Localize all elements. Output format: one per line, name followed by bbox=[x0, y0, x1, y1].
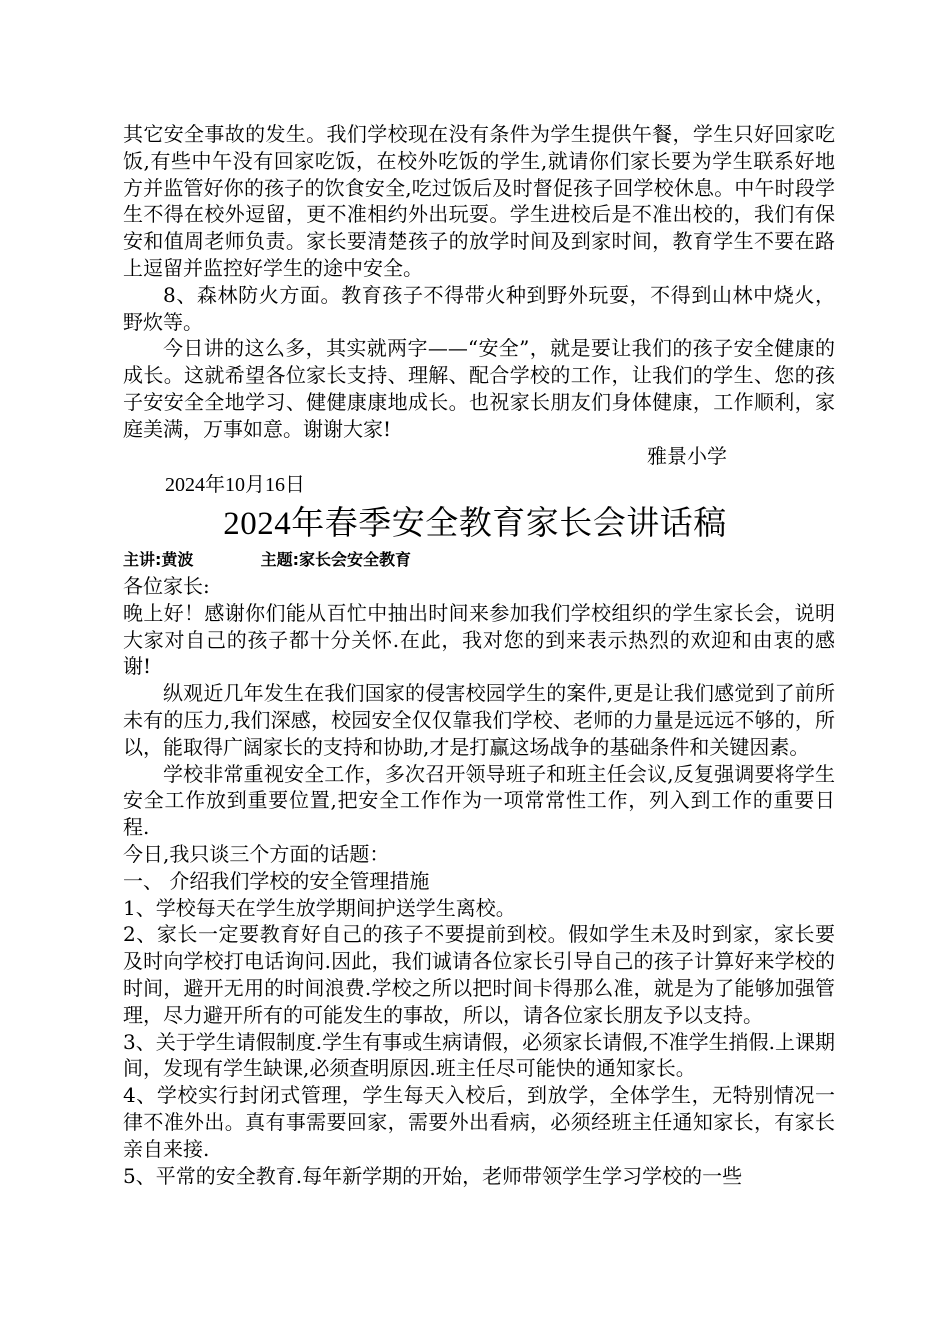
previous-section bbox=[123, 121, 835, 469]
page-title: 2024年春季安全教育家长会讲话稿 bbox=[223, 506, 727, 542]
list-item-4: 4、学校实行封闭式管理，学生每天入校后，到放学，全体学生，无特别情况一律不准外出。真有事需要回家，需要外出看病，必须经班主任通知家长，有家长亲自来接. bbox=[123, 1083, 835, 1161]
document-date: 2024年10月16日 bbox=[165, 474, 305, 496]
paragraph-closing: 今日讲的这么多，其实就两字——“安全”，就是要让我们的孩子安全健康的成长。这就希望各位家长支持、理解、配合学校的工作，让我们的学生、您的孩子安安全全地学习、健健康康地成长。也祝家长朋友们身体健康，工作顺利，家庭美满，万事如意。谢谢大家! bbox=[123, 336, 835, 441]
list-item-1: 1、学校每天在学生放学期间护送学生离校。 bbox=[123, 895, 516, 920]
section-heading-measures: 一、 介绍我们学校的安全管理措施 bbox=[123, 868, 430, 893]
paragraph-background: 纵观近几年发生在我们国家的侵害校园学生的案件,更是让我们感觉到了前所未有的压力,我们深感，校园安全仅仅靠我们学校、老师的力量是远远不够的，所以，能取得广阔家长的支持和协助,才是打赢这场战争的基础条件和关键因素。 bbox=[123, 681, 835, 759]
list-item-2: 2、家长一定要教育好自己的孩子不要提前到校。假如学生未及时到家，家长要及时向学校打电话询问.因此，我们诚请各位家长引导自己的孩子计算好来学校的时间，避开无用的时间浪费.学校之所以把时间卡得那么准，就是为了能够加强管理，尽力避开所有的可能发生的事故，所以，请各位家长朋友予以支持。 bbox=[123, 922, 835, 1027]
paragraph-topics-intro: 今日,我只谈三个方面的话题： bbox=[123, 841, 390, 866]
salutation: 各位家长: bbox=[123, 574, 210, 598]
topic-label: 主题:家长会安全教育 bbox=[260, 550, 411, 569]
list-item-3: 3、关于学生请假制度.学生有事或生病请假，必须家长请假,不准学生捎假.上课期间，发现有学生缺课,必须查明原因.班主任尽可能快的通知家长。 bbox=[123, 1029, 835, 1081]
speaker-label: 主讲:黄波 bbox=[123, 550, 194, 569]
speaker-topic-line bbox=[123, 549, 411, 571]
paragraph-lunch-safety: 其它安全事故的发生。我们学校现在没有条件为学生提供午餐，学生只好回家吃饭,有些中午没有回家吃饭，在校外吃饭的学生,就请你们家长要为学生联系好地方并监管好你的孩子的饮食安全,吃过饭后及时督促孩子回学校休息。中午时段学生不得在校外逗留，更不准相约外出玩耍。学生进校后是不准出校的，我们有保安和值周老师负责。家长要清楚孩子的放学时间及到家时间，教育学生不要在路上逗留并监控好学生的途中安全。 bbox=[123, 122, 835, 280]
paragraph-school-attention: 学校非常重视安全工作，多次召开领导班子和班主任会议,反复强调要将学生安全工作放到重要位置,把安全工作作为一项常常性工作，列入到工作的重要日程. bbox=[123, 761, 835, 840]
paragraph-greeting: 晚上好！感谢你们能从百忙中抽出时间来参加我们学校组织的学生家长会，说明大家对自己的孩子都十分关怀.在此，我对您的到来表示热烈的欢迎和由衷的感谢! bbox=[123, 600, 835, 679]
signature-school: 雅景小学 bbox=[647, 443, 727, 468]
speech-body bbox=[123, 573, 835, 1189]
paragraph-forest-fire: 8、森林防火方面。教育孩子不得带火种到野外玩耍，不得到山林中烧火，野炊等。 bbox=[123, 282, 835, 334]
list-item-5: 5、平常的安全教育.每年新学期的开始，老师带领学生学习学校的一些 bbox=[123, 1163, 743, 1188]
